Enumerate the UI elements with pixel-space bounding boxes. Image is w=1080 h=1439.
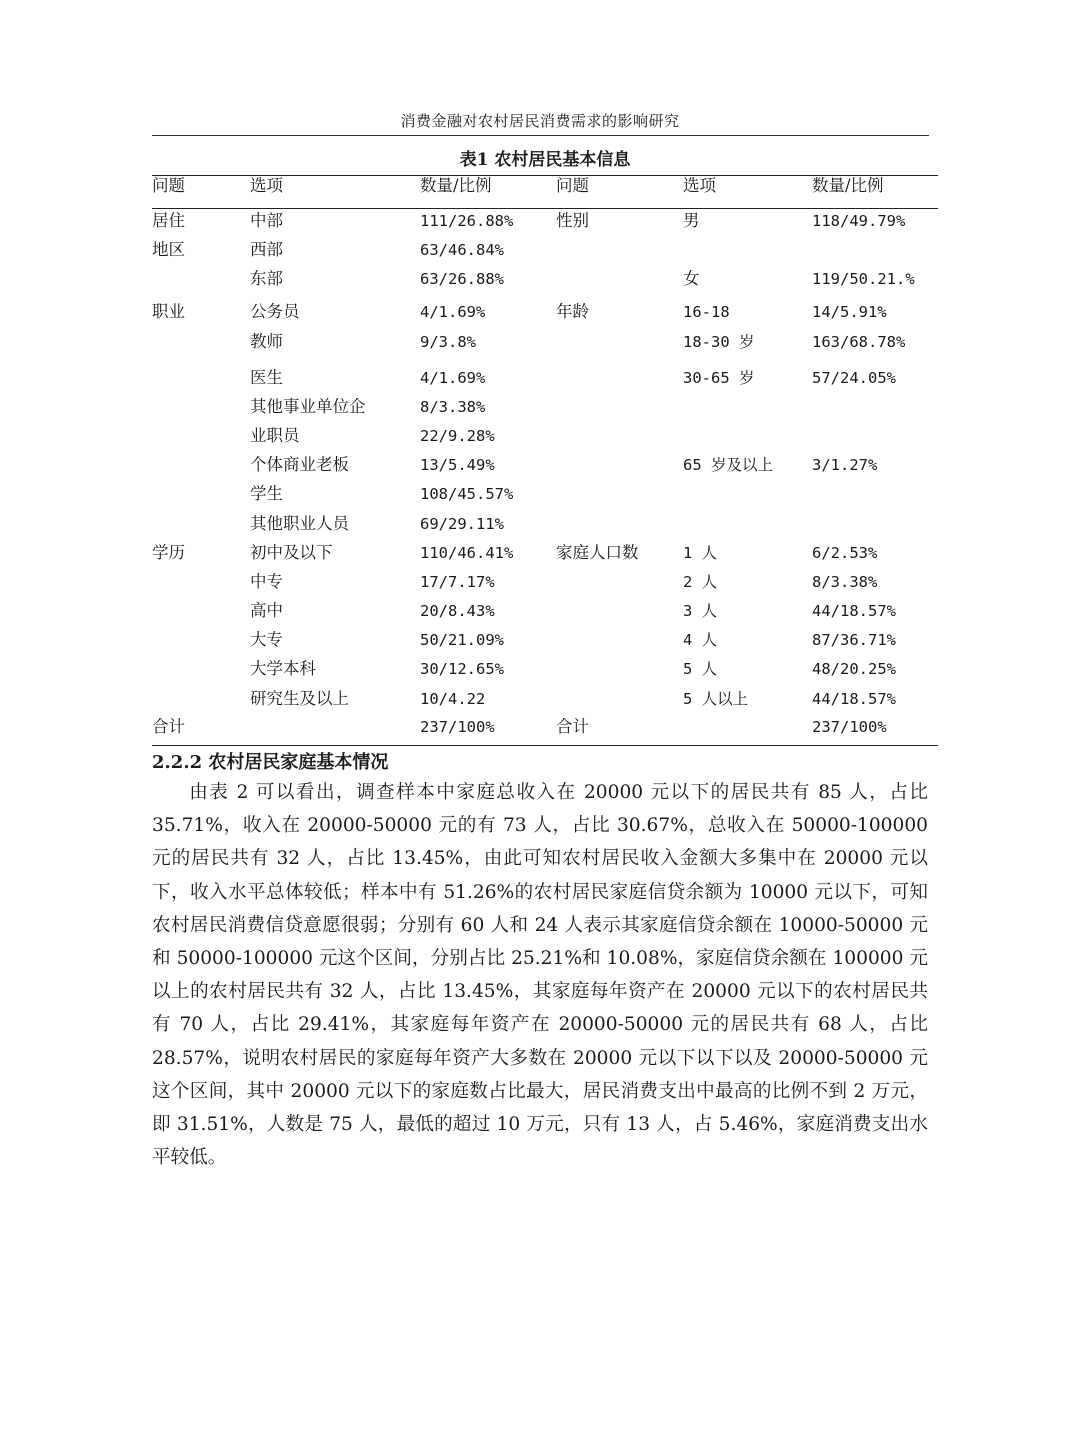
table-cell-question: 居住 <box>152 211 185 230</box>
table-cell-question: 性别 <box>556 211 589 230</box>
table-cell-option: 女 <box>683 269 700 288</box>
table-cell-option: 东部 <box>250 269 283 288</box>
table-cell-question: 年龄 <box>556 302 589 321</box>
table-cell-option: 1 人 <box>683 544 718 562</box>
table-cell-count: 8/3.38% <box>420 398 486 416</box>
table-cell-question: 地区 <box>152 240 185 259</box>
table-cell-count: 237/100% <box>812 718 887 736</box>
page-header: 消费金融对农村居民消费需求的影响研究 <box>400 112 680 130</box>
table-cell-option: 西部 <box>250 240 283 259</box>
table-cell-question: 家庭人口数 <box>556 543 639 562</box>
table-cell-option: 中专 <box>250 572 283 591</box>
table-cell-option: 16-18 <box>683 303 730 321</box>
table-cell-option: 学生 <box>250 484 283 503</box>
table-cell-count: 119/50.21.% <box>812 270 915 288</box>
table-cell-option: 男 <box>683 211 700 230</box>
table-header-question: 问题 <box>152 176 185 195</box>
table-cell-question: 职业 <box>152 302 185 321</box>
table-cell-option: 2 人 <box>683 573 718 591</box>
table-header-rule <box>152 208 938 209</box>
table-cell-option: 教师 <box>250 332 283 351</box>
table-header-count: 数量/比例 <box>420 176 492 195</box>
table-cell-option: 其他职业人员 <box>250 514 349 533</box>
table-cell-count: 163/68.78% <box>812 333 906 351</box>
table-cell-option: 高中 <box>250 601 283 620</box>
table-header-option: 选项 <box>250 176 283 195</box>
table-cell-count: 110/46.41% <box>420 544 514 562</box>
table-cell-option: 4 人 <box>683 631 718 649</box>
table-cell-count: 17/7.17% <box>420 573 495 591</box>
table-cell-count: 13/5.49% <box>420 456 495 474</box>
table-cell-count: 6/2.53% <box>812 544 878 562</box>
table-cell-option: 大学本科 <box>250 659 316 678</box>
table-cell-count: 57/24.05% <box>812 369 896 387</box>
table-cell-count: 237/100% <box>420 718 495 736</box>
table-cell-option: 个体商业老板 <box>250 455 349 474</box>
table-cell-count: 118/49.79% <box>812 212 906 230</box>
table-cell-option: 3 人 <box>683 602 718 620</box>
table-cell-count: 63/26.88% <box>420 270 504 288</box>
table-cell-count: 3/1.27% <box>812 456 878 474</box>
table-cell-option: 初中及以下 <box>250 543 333 562</box>
table-cell-count: 50/21.09% <box>420 631 504 649</box>
table-cell-count: 48/20.25% <box>812 660 896 678</box>
table-cell-question: 合计 <box>556 717 589 736</box>
table-cell-question: 合计 <box>152 717 185 736</box>
table-header-question: 问题 <box>556 176 589 195</box>
table-cell-count: 10/4.22 <box>420 690 486 708</box>
table-cell-option: 5 人以上 <box>683 690 749 708</box>
table-bottom-rule <box>152 745 938 746</box>
table-cell-option: 公务员 <box>250 302 300 321</box>
table-cell-option: 其他事业单位企 <box>250 397 366 416</box>
table-cell-count: 111/26.88% <box>420 212 514 230</box>
table-cell-count: 20/8.43% <box>420 602 495 620</box>
table-cell-count: 44/18.57% <box>812 602 896 620</box>
table-cell-option: 65 岁及以上 <box>683 456 773 474</box>
section-heading: 2.2.2 农村居民家庭基本情况 <box>152 752 389 773</box>
table-cell-count: 30/12.65% <box>420 660 504 678</box>
table-title: 表1 农村居民基本信息 <box>459 150 631 170</box>
table-header-option: 选项 <box>683 176 716 195</box>
table-cell-count: 63/46.84% <box>420 241 504 259</box>
table-cell-option: 18-30 岁 <box>683 333 755 351</box>
table-cell-count: 44/18.57% <box>812 690 896 708</box>
table-cell-option: 医生 <box>250 368 283 387</box>
table-cell-option: 中部 <box>250 211 283 230</box>
table-cell-count: 108/45.57% <box>420 485 514 503</box>
table-cell-count: 69/29.11% <box>420 515 504 533</box>
table-cell-count: 14/5.91% <box>812 303 887 321</box>
table-cell-option: 业职员 <box>250 426 300 445</box>
table-cell-count: 9/3.8% <box>420 333 476 351</box>
table-cell-count: 87/36.71% <box>812 631 896 649</box>
table-cell-option: 30-65 岁 <box>683 369 755 387</box>
table-cell-count: 22/9.28% <box>420 427 495 445</box>
table-cell-count: 8/3.38% <box>812 573 878 591</box>
table-cell-option: 大专 <box>250 630 283 649</box>
header-rule <box>152 135 929 136</box>
table-cell-count: 4/1.69% <box>420 303 486 321</box>
table-cell-count: 4/1.69% <box>420 369 486 387</box>
table-cell-option: 研究生及以上 <box>250 689 349 708</box>
table-header-count: 数量/比例 <box>812 176 884 195</box>
body-paragraph: 由表 2 可以看出，调查样本中家庭总收入在 20000 元以下的居民共有 85 人，占比 35.71%，收入在 20000-50000 元的有 73 人，占比 30.67%，总收入在 50000-100000 元的居民共有 32 人，占比 13.45%，由此可知农村居民收入金额大多集中在 20000 元以下，收入水平总体较低；样本中有 51.26%的农村居民家庭信贷余额为 10000 元以下，可知农村居民消费信贷意愿很弱；分别有 60 人和 24 人表示其家庭信贷余额在 10000-50000 元和 50000-100000 元这个区间，分别占比 25.21%和 10.08%，家庭信贷余额在 100000 元以上的农村居民共有 32 人，占比 13.45%，其家庭每年资产在 20000 元以下的农村居民共有 70 人，占比 29.41%，其家庭每年资产在 20000-50000 元的居民共有 68 人，占比 28.57%，说明农村居民的家庭每年资产大多数在 20000 元以下以下以及 20000-50000 元这个区间，其中 20000 元以下的家庭数占比最大，居民消费支出中最高的比例不到 2 万元，即 31.51%，人数是 75 人，最低的超过 10 万元，只有 13 人，占 5.46%，家庭消费支出水平较低。 <box>152 782 928 1169</box>
table-cell-question: 学历 <box>152 543 185 562</box>
table-cell-option: 5 人 <box>683 660 718 678</box>
